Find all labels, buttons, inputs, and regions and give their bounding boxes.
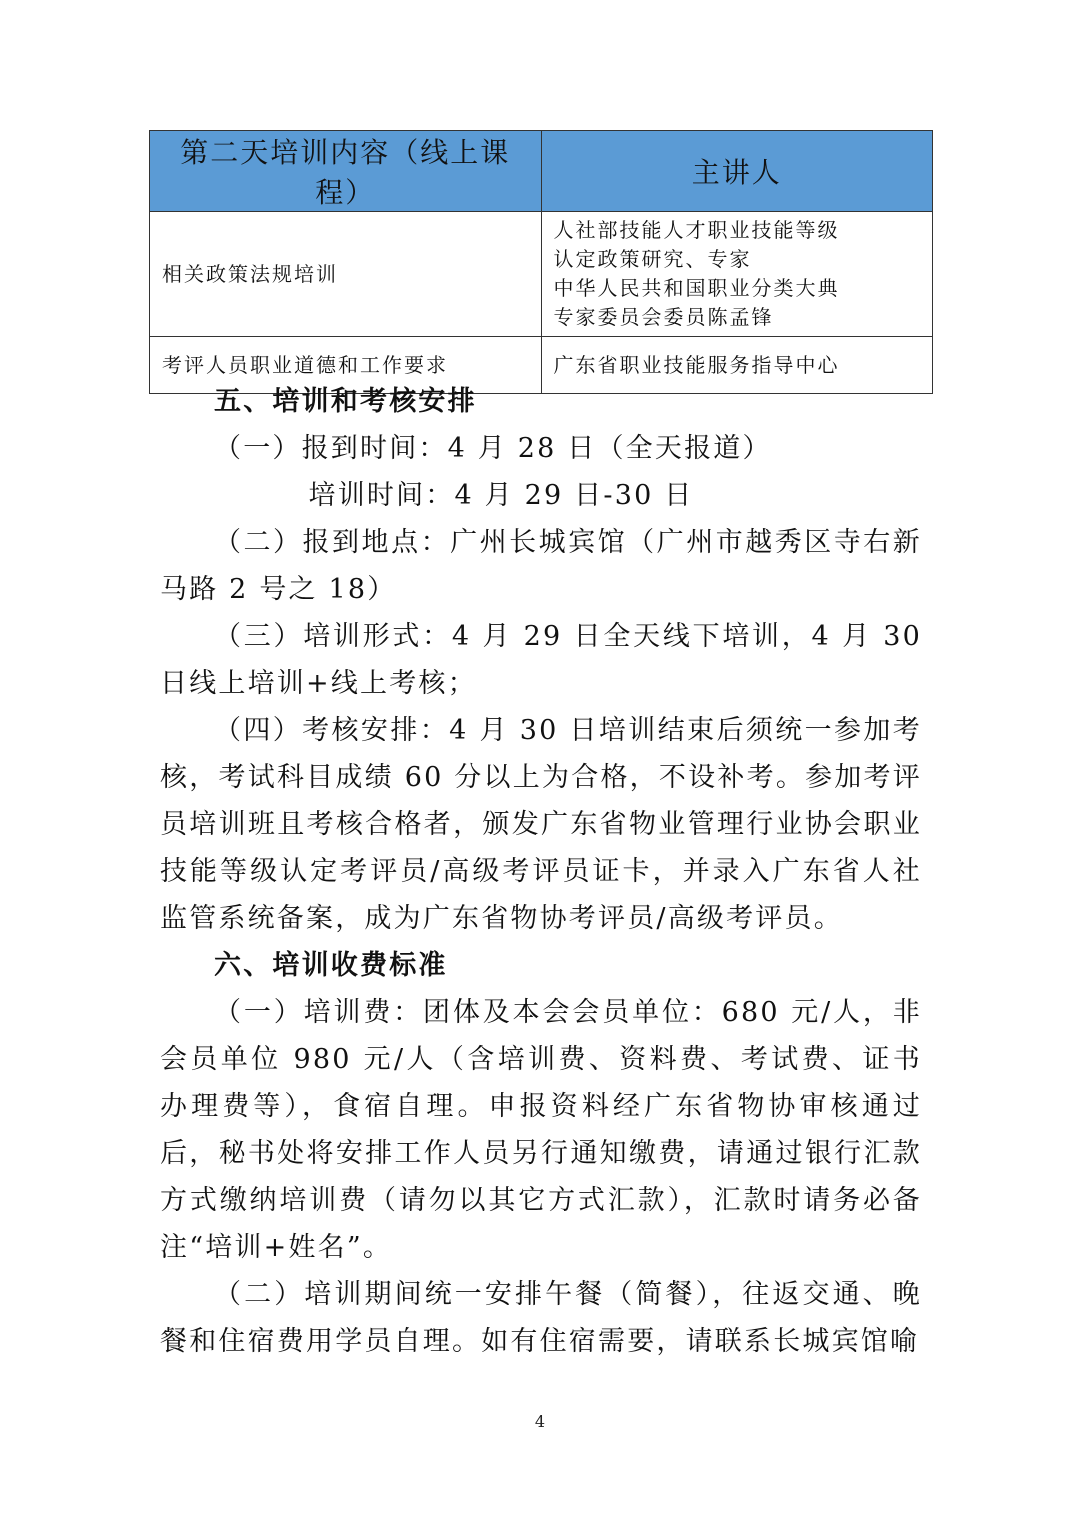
speaker-line: 认定政策研究、专家	[553, 247, 752, 271]
table-cell-content: 相关政策法规培训	[150, 212, 542, 337]
speaker-line: 人社部技能人才职业技能等级	[553, 218, 840, 242]
table-header-content: 第二天培训内容（线上课程）	[150, 131, 542, 212]
paragraph-training-format: （三）培训形式：4 月 29 日全天线下培训，4 月 30 日线上培训+线上考核；	[160, 621, 922, 699]
section-heading-fees: 六、培训收费标准	[214, 950, 448, 981]
paragraph-training-time: 培训时间：4 月 29 日-30 日	[308, 480, 694, 511]
training-schedule-table	[149, 130, 933, 394]
section-heading-training-assessment: 五、培训和考核安排	[214, 386, 477, 417]
speaker-line: 中华人民共和国职业分类大典	[553, 276, 840, 300]
page-number: 4	[534, 1412, 546, 1431]
document-body	[160, 378, 922, 1365]
paragraph-assessment-arrangement: （四）考核安排：4 月 30 日培训结束后须统一参加考核，考试科目成绩 60 分以上为合格，不设补考。参加考评员培训班且考核合格者，颁发广东省物业管理行业协会职业技能等级认定考评员/高级考评员证卡，并录入广东省人社监管系统备案，成为广东省物协考评员/高级考评员。	[160, 715, 922, 934]
paragraph-report-location: （二）报到地点：广州长城宾馆（广州市越秀区寺右新马路 2 号之 18）	[160, 527, 922, 605]
table-header-speaker: 主讲人	[541, 131, 933, 212]
paragraph-report-time: （一）报到时间：4 月 28 日（全天报道）	[214, 433, 772, 464]
table-cell-content: 考评人员职业道德和工作要求	[150, 337, 542, 394]
table-row	[150, 212, 933, 337]
paragraph-training-fee: （一）培训费：团体及本会会员单位：680 元/人，非会员单位 980 元/人（含培训费、资料费、考试费、证书办理费等），食宿自理。申报资料经广东省物协审核通过后，秘书处将安排工作人员另行通知缴费，请通过银行汇款方式缴纳培训费（请勿以其它方式汇款），汇款时请务必备注“培训+姓名”。	[160, 997, 922, 1263]
table-header-row	[150, 131, 933, 212]
speaker-line: 专家委员会委员陈孟锋	[553, 305, 774, 329]
paragraph-meals-lodging: （二）培训期间统一安排午餐（简餐），往返交通、晚餐和住宿费用学员自理。如有住宿需要，请联系长城宾馆喻	[160, 1279, 922, 1357]
table-cell-speaker	[541, 212, 933, 337]
table-cell-speaker: 广东省职业技能服务指导中心	[541, 337, 933, 394]
